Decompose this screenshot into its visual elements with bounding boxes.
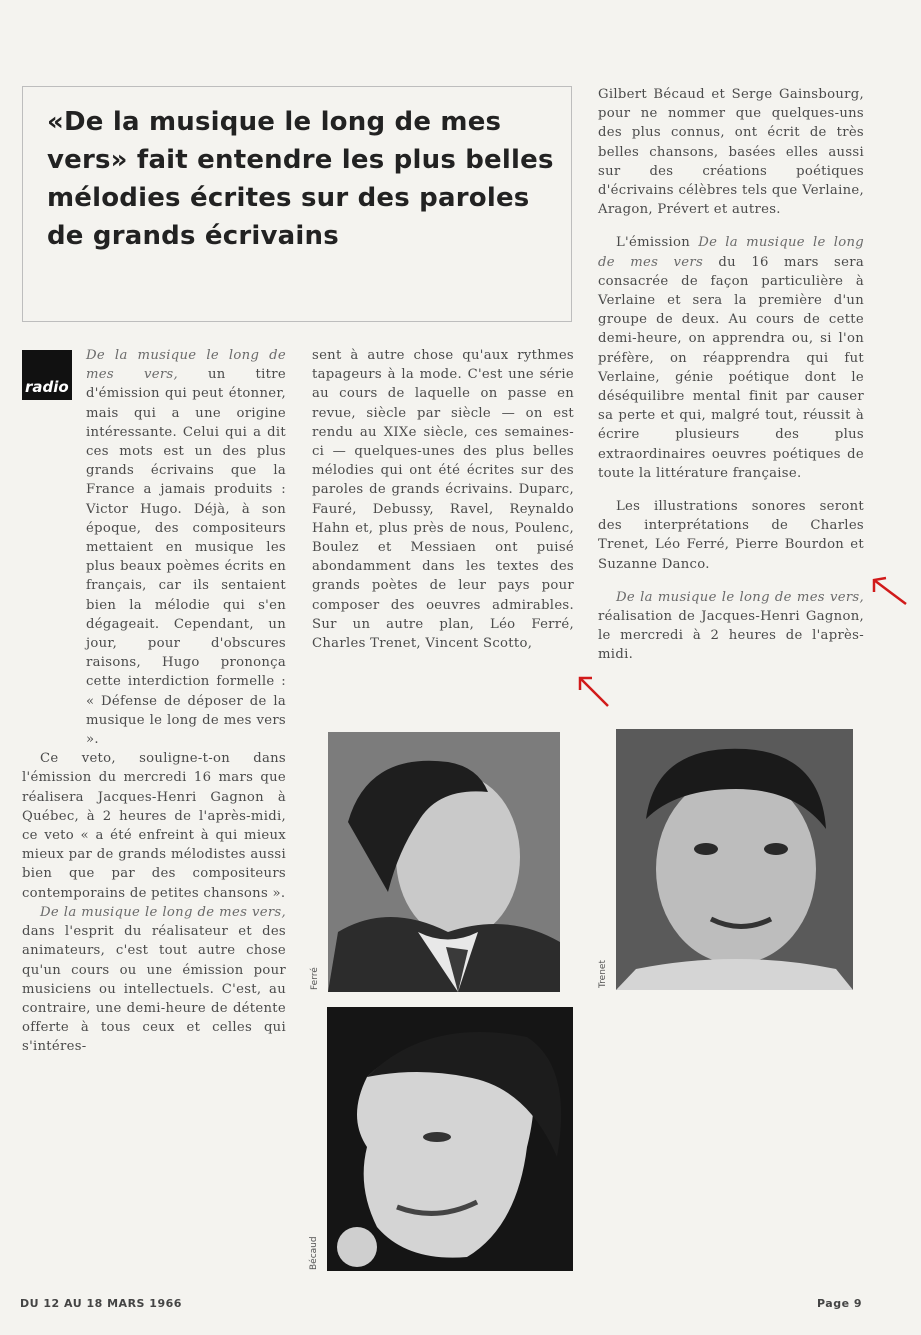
column1-paragraph-1: [22, 346, 286, 749]
caption-trenet: Trenet: [598, 960, 608, 988]
page-number: Page 9: [817, 1297, 863, 1310]
column2-paragraph-1: sent à autre chose qu'aux rythmes tapageurs à la mode. C'est une série au cours de laquelle on passe en revue, siècle par siècle — on est rendu au XIXe siècle, ces semaines-ci — quelques-unes des plus belles mélodies qui ont été écrites sur des paroles de grands écrivains. Duparc, Fauré, Debussy, Ravel, Reynaldo Hahn et, plus près de nous, Poulenc, Boulez et Messiaen ont puisé abondamment dans les textes des grands poètes de leur pays pour composer des oeuvres admirables. Sur un autre plan, Léo Ferré, Charles Trenet, Vincent Scotto,: [312, 348, 574, 652]
photo-ferre: [328, 732, 560, 992]
column3-p2-lead: L'émission: [616, 235, 691, 251]
emission-title: De la musique le long de mes vers,: [86, 348, 286, 383]
column3-paragraph-3: Les illustrations sonores seront des interprétations de Charles Trenet, Léo Ferré, Pierre Bourdon et Suzanne Danco.: [598, 499, 864, 572]
article-column-1: [22, 346, 286, 1057]
radio-logo-text: radio: [25, 378, 69, 396]
column3-paragraph-2: [598, 233, 864, 483]
article-column-2: [312, 346, 574, 653]
column3-paragraph-1: Gilbert Bécaud et Serge Gainsbourg, pour ne nommer que quelques-uns des plus connus, ont écrit de très belles chansons, basées elles aussi sur des créations poétiques d'écrivains célèbres tels que Verlaine, Aragon, Prévert et autres.: [598, 87, 864, 218]
column1-paragraph-3: [22, 903, 286, 1057]
emission-title: De la musique le long de mes vers,: [616, 589, 864, 605]
column1-paragraph-2: Ce veto, souligne-t-on dans l'émission du mercredi 16 mars que réalisera Jacques-Henri Gagnon à Québec, à 2 heures de l'après-midi, ce veto « a été enfreint à qui mieux mieux par de grands mélodistes aussi bien que par des compositeurs contemporains de petites chansons ».: [22, 751, 286, 901]
annotation-arrow-icon: [574, 672, 614, 712]
article-headline: «De la musique le long de mes vers» fait entendre les plus belles mélodies écrites sur des paroles de grands écrivains: [47, 107, 554, 251]
headline-box: [22, 86, 572, 322]
caption-ferre: Ferré: [310, 967, 320, 990]
photo-trenet: [616, 729, 853, 990]
emission-title: De la musique le long de mes vers,: [40, 904, 286, 920]
footer-dates: DU 12 AU 18 MARS 1966: [20, 1297, 182, 1310]
article-column-3: [598, 85, 864, 665]
emission-title: De la musique le long de mes vers: [598, 235, 864, 270]
column3-paragraph-4: [598, 588, 864, 665]
annotation-arrow-icon: [868, 572, 910, 608]
column1-p3-text: dans l'esprit du réalisateur et des animateurs, c'est tout autre chose qu'un cours ou une émission pour musiciens ou intellectuels. C'est, au contraire, une demi-heure de détente offerte à tous ceux et celles qui s'intéres-: [22, 924, 286, 1055]
photo-becaud: [327, 1007, 573, 1271]
column3-p4-text: réalisation de Jacques-Henri Gagnon, le mercredi à 2 heures de l'après-midi.: [598, 609, 864, 663]
caption-becaud: Bécaud: [309, 1236, 319, 1270]
column3-p2-text: du 16 mars sera consacrée de façon particulière à Verlaine et sera la première d'un groupe de deux. Au cours de cette demi-heure, on apprendra ou, si l'on préfère, on réapprendra qui fut Verlaine, génie poétique dont le déséquilibre mental finit par causer sa perte et qui, malgré tout, réussit à écrire plusieurs des plus extraordinaires oeuvres poétiques de toute la littérature française.: [598, 254, 864, 481]
column1-p1-text: un titre d'émission qui peut étonner, mais qui a une origine intéressante. Celui qui a dit ces mots est un des plus grands écrivains que la France a jamais produits : Victor Hugo. Déjà, à son époque, des compositeurs mettaient en musique les plus beaux poèmes écrits en français, car ils sentaient bien la mélodie qui s'en dégageait. Cependant, un jour, pour d'obscures raisons, Hugo prononça cette interdiction formelle : « Défense de déposer de la musique le long de mes vers ».: [86, 367, 286, 748]
